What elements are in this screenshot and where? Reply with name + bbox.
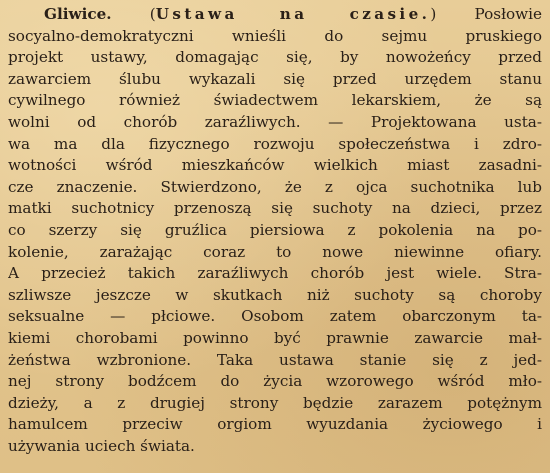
section-paren-open: ( xyxy=(149,5,156,23)
article-text-line: zawarciem ślubu wykazali się przed urzędem stanu xyxy=(8,69,542,88)
article-text-line: co szerzy się gruźlica piersiowa z pokolenia na po- xyxy=(8,220,542,239)
section-paren-close: ) xyxy=(430,5,437,23)
article-text-line: szliwsze jeszcze w skutkach niż suchoty są choroby xyxy=(8,285,542,304)
article-text-line: matki suchotnicy przenoszą się suchoty na dzieci, przez xyxy=(8,199,542,218)
article-last-line: używania uciech świata. xyxy=(8,436,195,455)
article-section-title: Ustawa na czasie. xyxy=(155,5,431,23)
article-first-line xyxy=(8,4,542,26)
article-text-line: nej strony bodźcem do życia wzorowego wśród mło- xyxy=(8,372,542,391)
article-text-line: cze znaczenie. Stwierdzono, że z ojca suchotnika lub xyxy=(8,177,542,196)
article-text-line: wotności wśród mieszkańców wielkich miast zasadni- xyxy=(8,156,542,175)
article-text-line: wolni od chorób zaraźliwych. — Projektowana usta- xyxy=(8,112,542,131)
article-text-line: Posłowie xyxy=(474,5,542,23)
article-text-line: hamulcem przeciw orgiom wyuzdania życiowego i xyxy=(8,415,542,434)
article-text-line: cywilnego również świadectwem lekarskiem, że są xyxy=(8,91,542,110)
article-text-line: kolenie, zarażając coraz to nowe niewinne ofiary. xyxy=(8,242,542,261)
article-text-line: A przecież takich zaraźliwych chorób jest wiele. Stra- xyxy=(8,264,542,283)
article-text-line: kiemi chorobami powinno być prawnie zawarcie mał- xyxy=(8,328,542,347)
article-headline: Gliwice. xyxy=(44,5,112,23)
article-text-line: projekt ustawy, domagając się, by nowożeńcy przed xyxy=(8,48,542,67)
article-text-line: żeństwa wzbronione. Taka ustawa stanie się z jed- xyxy=(8,350,542,369)
article-text-line: dzieży, a z drugiej strony będzie zarazem potężnym xyxy=(8,393,542,412)
news-article xyxy=(8,4,542,457)
article-text-line: wa ma dla fizycznego rozwoju społeczeństwa i zdro- xyxy=(8,134,542,153)
article-text-line: socyalno-demokratyczni wnieśli do sejmu pruskiego xyxy=(8,26,542,45)
article-text-line: seksualne — płciowe. Osobom zatem obarczonym ta- xyxy=(8,307,542,326)
